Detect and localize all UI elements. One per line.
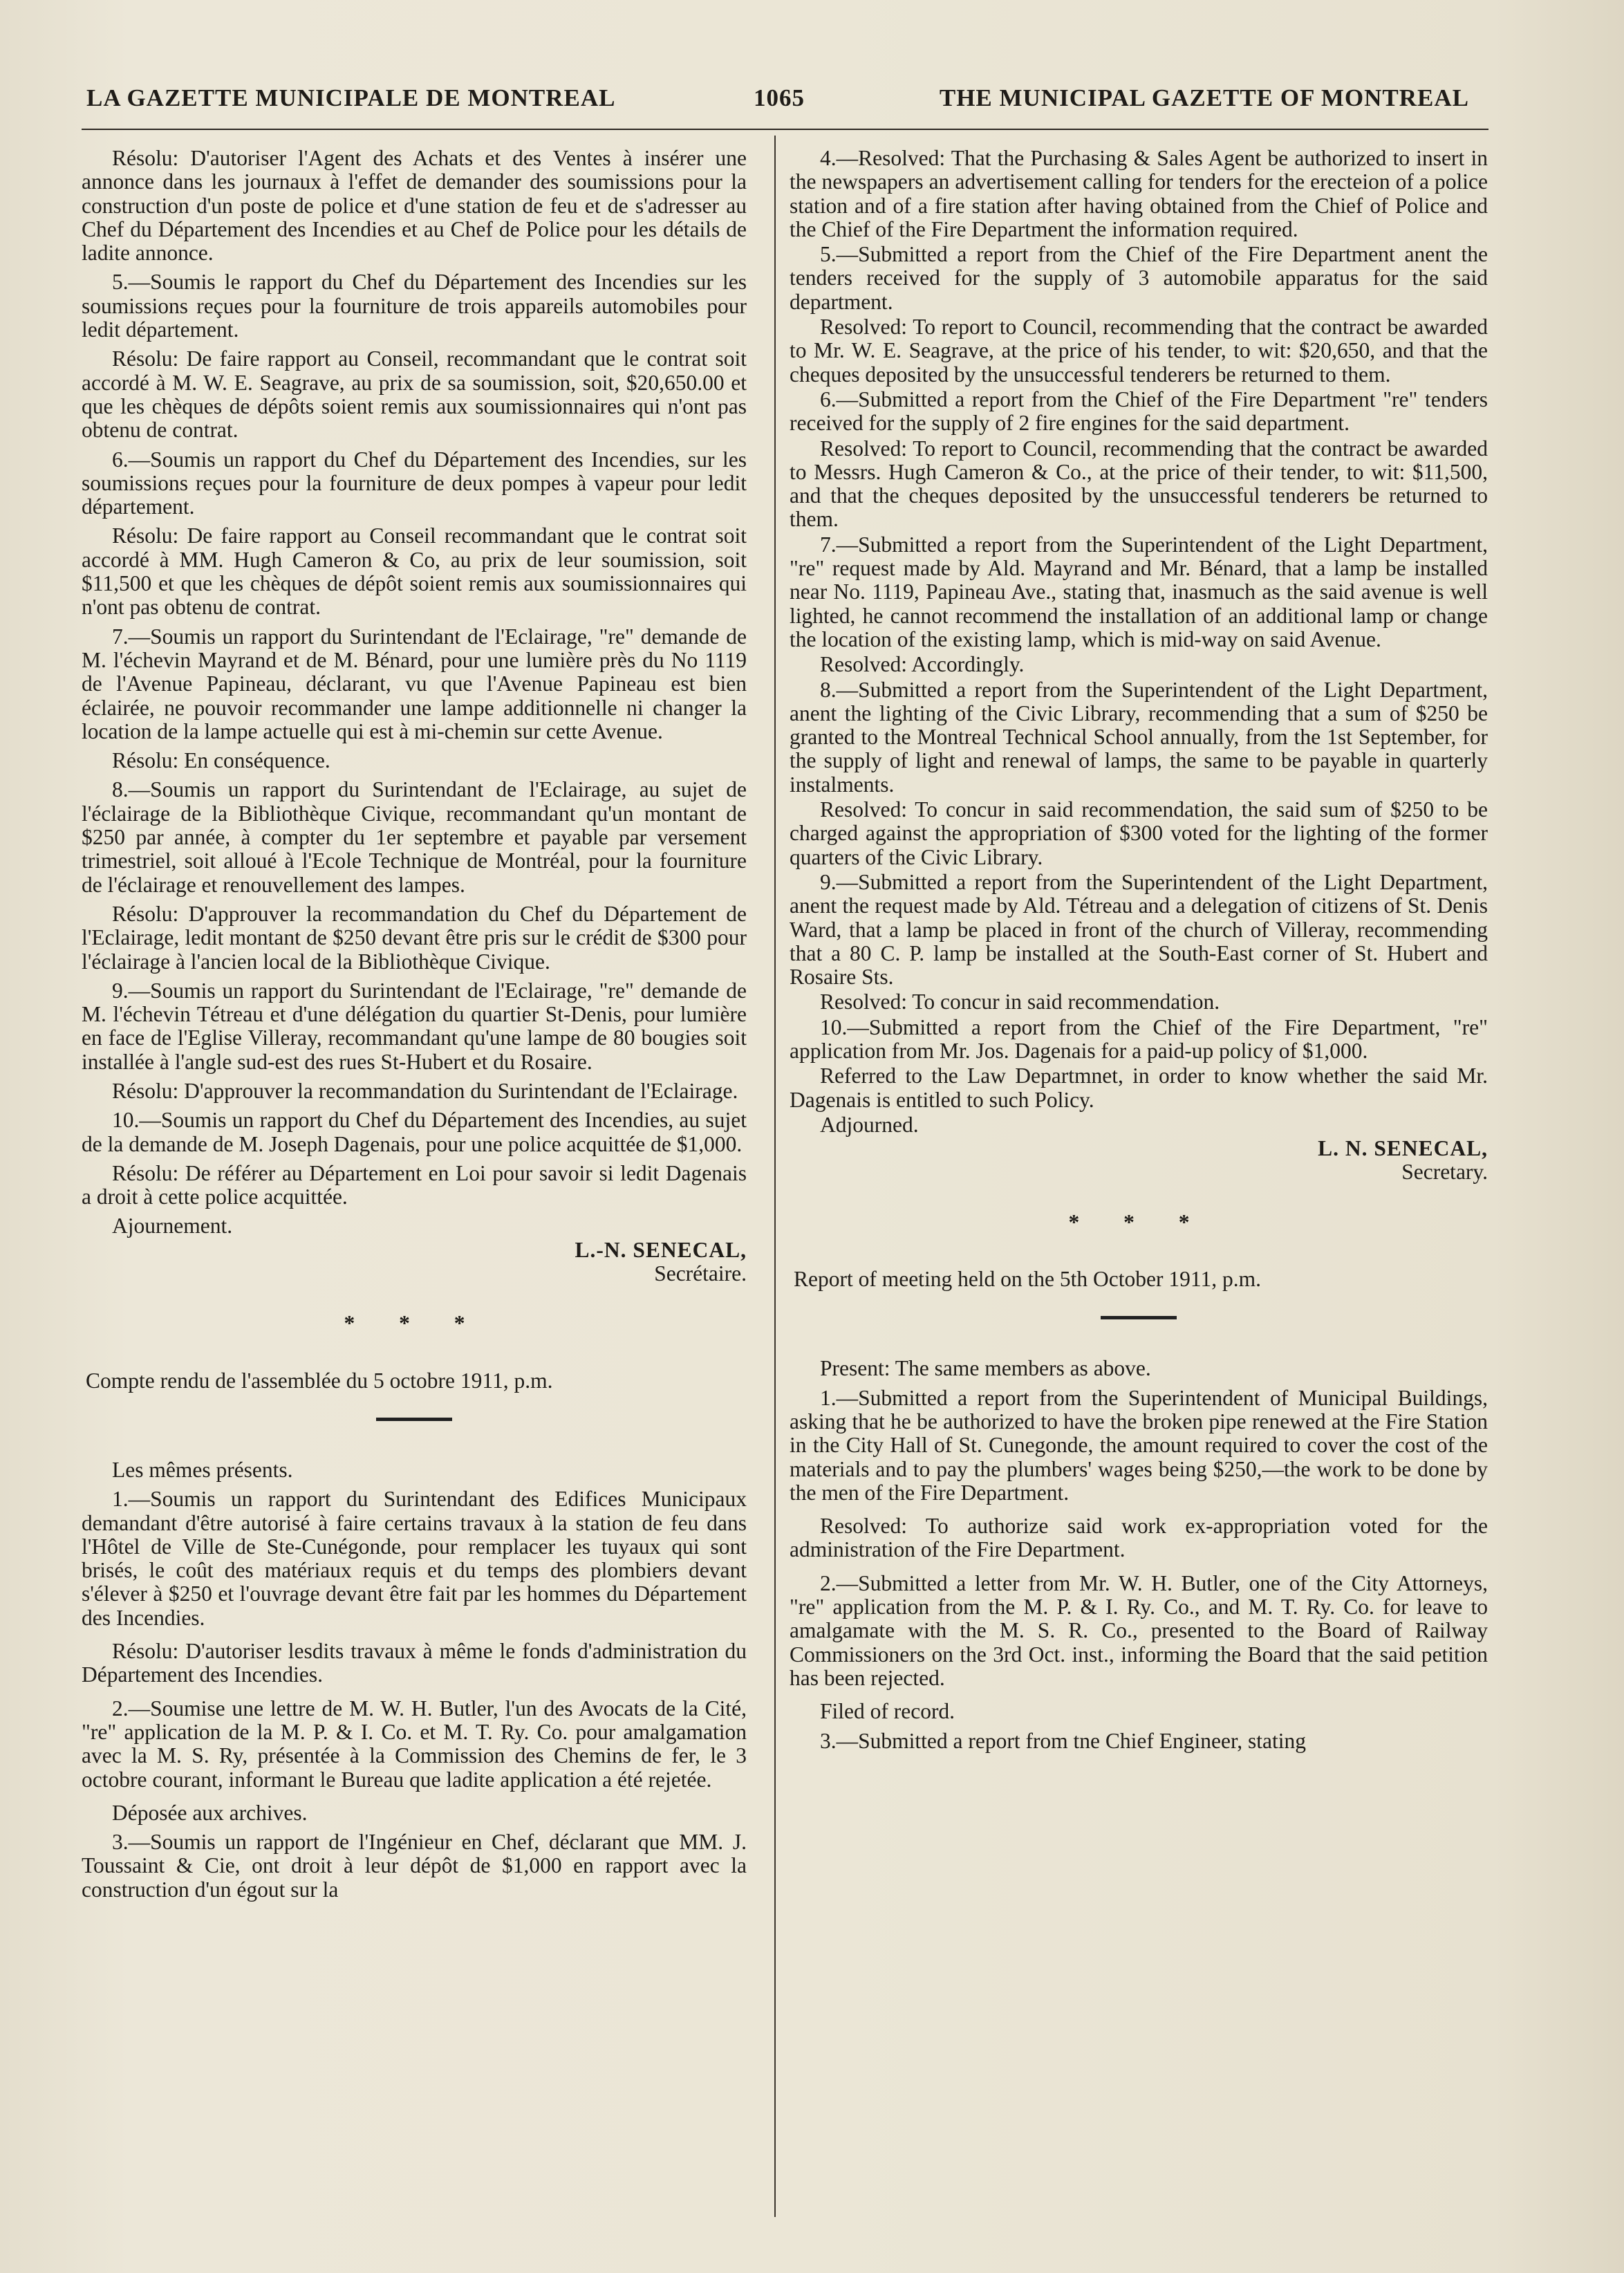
paragraph: 1.—Soumis un rapport du Surintendant des Edifices Municipaux demandant d'être autorisé à faire certains travaux à la station de feu dans l'Hôtel de Ville de Ste-Cunégonde, pour remplacer les tuyaux qui sont brisés, le coût des matériaux requis et du temps des plombiers devant s'élever à $250 et l'ouvrage devant être fait par les hommes du Département des Incendies.	[82, 1487, 747, 1630]
paragraph: Déposée aux archives.	[112, 1800, 308, 1825]
signature-name: L. N. SENECAL,	[1318, 1136, 1488, 1161]
english-masthead: THE MUNICIPAL GAZETTE OF MONTREAL	[939, 84, 1469, 111]
paragraph: Referred to the Law Departmnet, in order to know whether the said Mr. Dagenais is entitled to such Policy.	[790, 1064, 1488, 1112]
minutes-title: Report of meeting held on the 5th October 1911, p.m.	[794, 1267, 1261, 1292]
adjournment: Ajournement.	[112, 1214, 233, 1238]
paragraph: 10.—Soumis un rapport du Chef du Département des Incendies, au sujet de la demande de M. Joseph Dagenais, pour une police acquittée de $1,000.	[82, 1108, 747, 1156]
french-masthead: LA GAZETTE MUNICIPALE DE MONTREAL	[86, 84, 616, 111]
paragraph: Filed of record.	[820, 1699, 955, 1724]
signature-name: L.-N. SENECAL,	[575, 1237, 747, 1262]
paragraph: 1.—Submitted a report from the Superintendent of Municipal Buildings, asking that he be authorized to have the broken pipe renewed at the Fire Station in the City Hall of St. Cunegonde, the amount required to cover the cost of the materials and to pay the plumbers' wages being $250,—the work to be done by the men of the Fire Department.	[790, 1385, 1488, 1505]
paragraph: Résolu: De référer au Département en Loi pour savoir si ledit Dagenais a droit à cette police acquittée.	[82, 1160, 747, 1209]
adjournment: Adjourned.	[820, 1112, 919, 1137]
paragraph: Résolu: D'approuver la recommandation du Chef du Département de l'Eclairage, ledit montant de $250 devant être pris sur le crédit de $300 pour l'éclairage à l'ancien local de la Bibliothèque Civique.	[82, 901, 747, 974]
paragraph: Resolved: To report to Council, recommending that the contract be awarded to Mr. W. E. Seagrave, at the price of his tender, to wit: $20,650, and that the cheques deposited by the unsuccessful tenderers be returned to them.	[790, 315, 1488, 387]
paragraph: 6.—Soumis un rapport du Chef du Département des Incendies, sur les soumissions reçues pour la fourniture de deux pompes à vapeur pour ledit département.	[82, 447, 747, 519]
signature-title: Secrétaire.	[654, 1261, 747, 1286]
paragraph: Résolu: De faire rapport au Conseil, recommandant que le contrat soit accordé à M. W. E. Seagrave, au prix de sa soumission, soit, $20,650.00 et que les chèques de dépôts soient remis aux soumissionnaires qui n'ont pas obtenu de contrat.	[82, 346, 747, 443]
paragraph: Resolved: Accordingly.	[820, 652, 1025, 677]
paragraph: Les mêmes présents.	[112, 1457, 293, 1482]
paragraph: Resolved: To report to Council, recommending that the contract be awarded to Messrs. Hugh Cameron & Co., at the price of their tender, to wit: $11,500, and that the cheques deposited by the unsuccessful tenderers be returned to them.	[790, 436, 1488, 532]
header-rule	[82, 129, 1488, 130]
column-divider	[774, 136, 776, 2217]
section-separator: * * *	[1068, 1209, 1209, 1234]
paragraph: Resolved: To concur in said recommendation, the said sum of $250 to be charged against the appropriation of $300 voted for the lighting of the former quarters of the Civic Library.	[790, 797, 1488, 869]
paragraph: 2.—Soumise une lettre de M. W. H. Butler, l'un des Avocats de la Cité, "re" application de la M. P. & I. Co. et M. T. Ry. Co. pour amalgamation avec la M. S. Ry, présentée à la Commission des Chemins de fer, le 3 octobre courant, informant le Bureau que ladite application a été rejetée.	[82, 1696, 747, 1792]
page-header	[86, 82, 1469, 123]
french-column	[82, 147, 747, 1902]
section-separator: * * *	[344, 1311, 485, 1336]
paragraph: 6.—Submitted a report from the Chief of the Fire Department "re" tenders received for the supply of 2 fire engines for the said department.	[790, 387, 1488, 436]
paragraph: Present: The same members as above.	[820, 1356, 1151, 1381]
paragraph: 4.—Resolved: That the Purchasing & Sales Agent be authorized to insert in the newspapers an advertisement calling for tenders for the erecteion of a police station and of a fire station after having obtained from the Chief of Police and the Chief of the Fire Department the information required.	[790, 146, 1488, 241]
signature-title: Secretary.	[1401, 1160, 1488, 1185]
minutes-title: Compte rendu de l'assemblée du 5 octobre 1911, p.m.	[86, 1368, 553, 1393]
paragraph: Résolu: De faire rapport au Conseil recommandant que le contrat soit accordé à MM. Hugh Cameron & Co, au prix de leur soumission, soit $11,500 et que les chèques de dépôt soient remis aux soumissionnaires qui n'ont pas obtenu de contrat.	[82, 523, 747, 620]
paragraph: 9.—Soumis un rapport du Surintendant de l'Eclairage, "re" demande de M. l'échevin Tétreau et d'une délégation du quartier St-Denis, pour lumière en face de l'Eglise Villeray, recommandant qu'une lampe de 80 bougies soit installée à l'angle sud-est des rues St-Hubert et du Rosaire.	[82, 978, 747, 1074]
paragraph: Résolu: D'autoriser lesdits travaux à même le fonds d'administration du Département des Incendies.	[82, 1639, 747, 1687]
paragraph: 2.—Submitted a letter from Mr. W. H. Butler, one of the City Attorneys, "re" application from the M. P. & I. Ry. Co., and M. T. Ry. Co. for leave to amalgamate with the M. S. R. Co., presented to the Board of Railway Commissioners on the 3rd Oct. inst., informing the Board that the said petition has been rejected.	[790, 1570, 1488, 1690]
paragraph: 9.—Submitted a report from the Superintendent of the Light Department, anent the request made by Ald. Tétreau and a delegation of citizens of St. Denis Ward, that a lamp be placed in front of the church of Villeray, recommending that a 80 C. P. lamp be installed at the South-East corner of St. Hubert and Rosaire Sts.	[790, 869, 1488, 990]
paragraph: 10.—Submitted a report from the Chief of the Fire Department, "re" application from Mr. Jos. Dagenais for a paid-up policy of $1,000.	[790, 1014, 1488, 1063]
paragraph: 8.—Submitted a report from the Superintendent of the Light Department, anent the lighting of the Civic Library, recommending that a sum of $250 be granted to the Montreal Technical School annually, from the 1st September, for the supply of light and renewal of lamps, the same to be payable in quarterly instalments.	[790, 677, 1488, 797]
paragraph: Resolved: To concur in said recommendation.	[820, 990, 1220, 1014]
paragraph: Résolu: En conséquence.	[112, 748, 330, 773]
paragraph: 8.—Soumis un rapport du Surintendant de l'Eclairage, au sujet de l'éclairage de la Bibliothèque Civique, recommandant qu'un montant de $250 par année, à compter du 1er septembre et payable par versement trimestriel, soit alloué à l'Ecole Technique de Montréal, pour la fourniture de l'éclairage et renouvellement des lampes.	[82, 777, 747, 897]
paragraph: 3.—Submitted a report from tne Chief Engineer, stating	[820, 1728, 1306, 1753]
paragraph: 3.—Soumis un rapport de l'Ingénieur en Chef, déclarant que MM. J. Toussaint & Cie, ont droit à leur dépôt de $1,000 en rapport avec la construction d'un égout sur la	[82, 1830, 747, 1902]
page-number: 1065	[754, 84, 805, 111]
paragraph: Résolu: D'approuver la recommandation du Surintendant de l'Eclairage.	[112, 1078, 738, 1103]
paragraph: 7.—Submitted a report from the Superintendent of the Light Department, "re" request made by Ald. Mayrand and Mr. Bénard, that a lamp be installed near No. 1119, Papineau Ave., stating that, inasmuch as the said avenue is well lighted, he cannot recommend the installation of an additional lamp or change the location of the existing lamp, which is mid-way on said Avenue.	[790, 532, 1488, 651]
paragraph: Résolu: D'autoriser l'Agent des Achats et des Ventes à insérer une annonce dans les journaux à l'effet de demander des soumissions pour la construction d'un poste de police et d'une station de feu et de s'adresser au Chef du Département des Incendies et au Chef de Police pour les détails de ladite annonce.	[82, 146, 747, 266]
english-column	[790, 147, 1488, 1753]
title-rule	[1101, 1316, 1177, 1319]
paragraph: 5.—Submitted a report from the Chief of the Fire Department anent the tenders received for the supply of 3 automobile apparatus for the said department.	[790, 242, 1488, 314]
paragraph: Resolved: To authorize said work ex-appropriation voted for the administration of the Fire Department.	[790, 1514, 1488, 1562]
paragraph: 7.—Soumis un rapport du Surintendant de l'Eclairage, "re" demande de M. l'échevin Mayrand et de M. Bénard, pour une lumière près du No 1119 de l'Avenue Papineau, déclarant, vu que l'Avenue Papineau est bien éclairée, ne pouvoir recommander une lampe additionnelle ni changer la location de la lampe actuelle qui est à mi-chemin sur cette Avenue.	[82, 624, 747, 743]
paragraph: 5.—Soumis le rapport du Chef du Département des Incendies sur les soumissions reçues pour la fourniture de trois appareils automobiles pour ledit département.	[82, 270, 747, 342]
title-rule	[376, 1418, 452, 1421]
